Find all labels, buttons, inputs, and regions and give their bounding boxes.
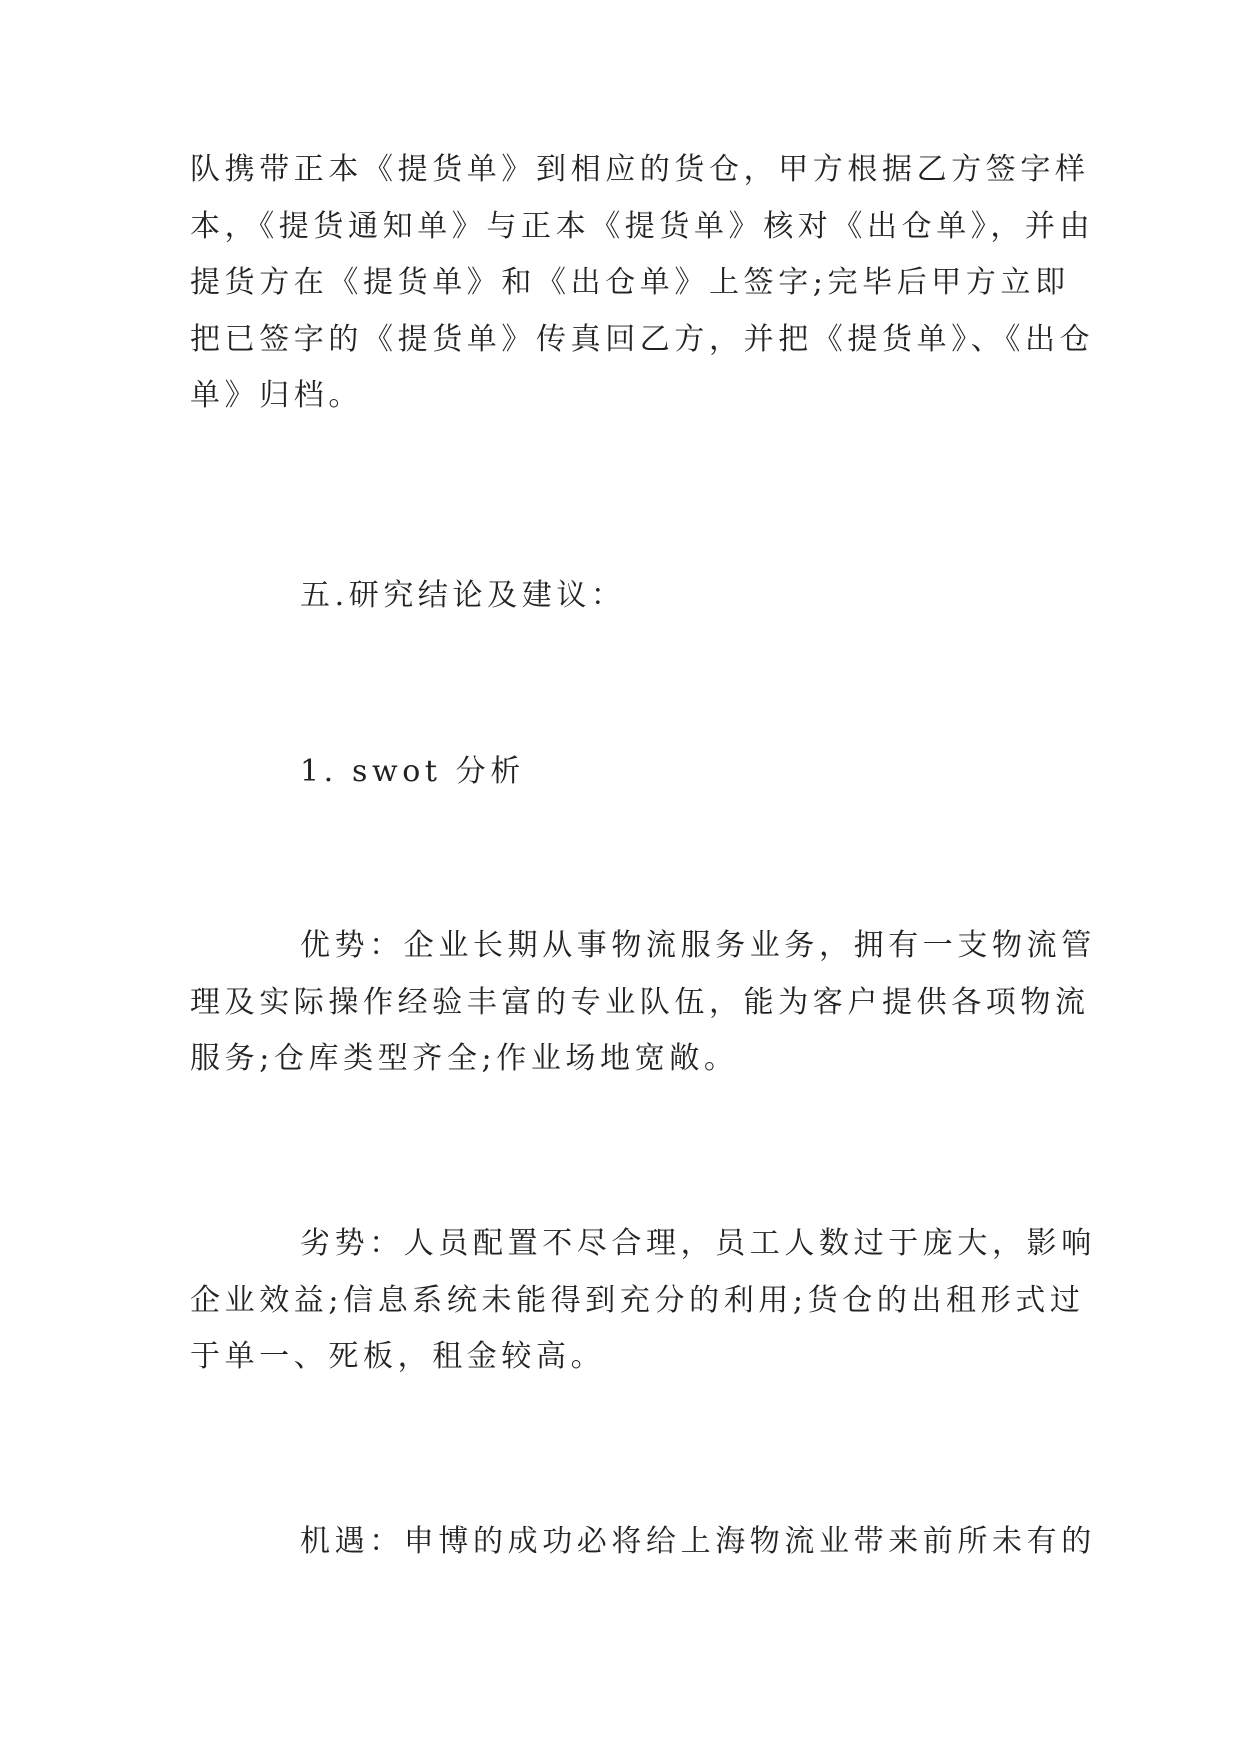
text-line: 优势：企业长期从事物流服务业务，拥有一支物流管 xyxy=(300,928,1096,963)
text-line: 本，《提货通知单》与正本《提货单》核对《出仓单》，并由 xyxy=(190,208,1095,244)
text-line: 理及实际操作经验丰富的专业队伍，能为客户提供各项物流 xyxy=(190,984,1090,1020)
text-line: 队携带正本《提货单》到相应的货仓，甲方根据乙方签字样 xyxy=(190,152,1090,187)
text-line: 单》归档。 xyxy=(190,378,363,413)
subsection-heading-swot: 1. swot 分析 xyxy=(300,754,525,789)
text-line: 提货方在《提货单》和《出仓单》上签字;完毕后甲方立即 xyxy=(190,265,1070,300)
paragraph-weaknesses xyxy=(190,1216,1096,1386)
text-line: 企业效益;信息系统未能得到充分的利用;货仓的出租形式过 xyxy=(190,1282,1085,1318)
section-heading-conclusions: 五.研究结论及建议： xyxy=(300,578,626,613)
paragraph-delivery-procedure xyxy=(190,142,1095,425)
paragraph-opportunities xyxy=(190,1514,1096,1571)
text-line: 服务;仓库类型齐全;作业场地宽敞。 xyxy=(190,1041,739,1076)
text-line: 劣势：人员配置不尽合理，员工人数过于庞大，影响 xyxy=(300,1226,1096,1261)
text-line: 机遇：申博的成功必将给上海物流业带来前所未有的 xyxy=(300,1524,1096,1559)
text-line: 把已签字的《提货单》传真回乙方，并把《提货单》、《出仓 xyxy=(190,321,1095,357)
text-line: 于单一、死板，租金较高。 xyxy=(190,1339,606,1374)
paragraph-strengths xyxy=(190,918,1096,1088)
